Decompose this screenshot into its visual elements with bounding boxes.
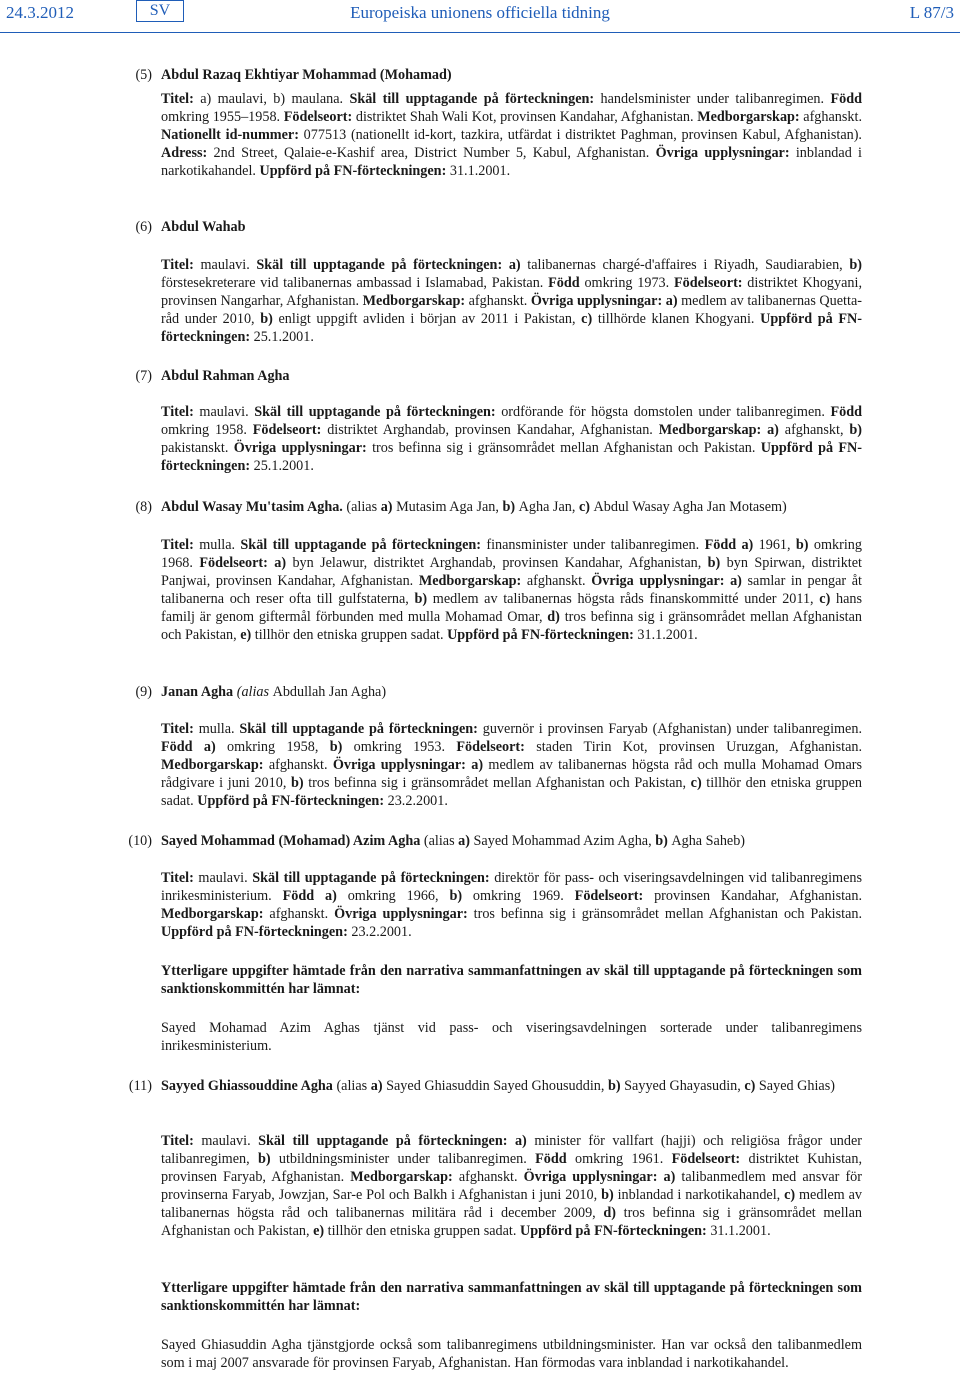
- text-run: Född a): [282, 888, 348, 904]
- text-run: alias: [241, 684, 273, 700]
- text-run: Titel:: [161, 537, 200, 553]
- text-run: Övriga upplysningar: a): [332, 757, 489, 773]
- text-run: omkring 1961.: [574, 1151, 672, 1167]
- text-run: a): [380, 499, 397, 515]
- text-run: Uppförd på FN-förteckningen:: [259, 163, 450, 179]
- text-run: c): [581, 311, 598, 327]
- text-run: tros befinna sig i gränsområdet mellan Afghanistan och Pakistan,: [161, 609, 863, 643]
- text-run: d): [603, 1205, 624, 1221]
- text-run: 31.1.2001.: [710, 1223, 771, 1239]
- text-run: Abdul Wasay Agha Jan Motasem): [593, 499, 787, 515]
- text-run: Skäl till upptagande på förteckningen:: [254, 404, 502, 420]
- entry-number: (6): [135, 219, 152, 235]
- entry-name: [161, 498, 862, 516]
- entry-number: (8): [135, 499, 152, 515]
- text-run: Född a): [704, 537, 759, 553]
- text-run: omkring 1966,: [347, 888, 450, 904]
- header-rule: [0, 32, 960, 33]
- text-run: b): [502, 499, 519, 515]
- journal-title: Europeiska unionens officiella tidning: [350, 3, 610, 22]
- text-run: Skäl till upptagande på förteckningen: a): [258, 1133, 535, 1149]
- summary-text: Sayed Ghiasuddin Agha tjänstgjorde också som talibanregimens utbildningsminister. Han var också den talibanmedlem som i maj 2007 ansvarade för provinsen Faryab, Afghanistan. Han förmodas vara inblandad i narkotikahandel.: [161, 1337, 862, 1371]
- text-run: e): [313, 1223, 328, 1239]
- text-run: staden Tirin Kot, provinsen Uruzgan, Afghanistan.: [536, 739, 863, 755]
- text-run: Abdullah Jan Agha): [272, 684, 387, 700]
- text-run: Medborgarskap:: [161, 906, 270, 922]
- entry-name: [161, 1077, 862, 1095]
- text-run: (alias: [336, 1078, 371, 1094]
- entry-body: [161, 869, 862, 941]
- text-run: Uppförd på FN-förteckningen:: [161, 311, 863, 345]
- text-run: tros befinna sig i gränsområdet mellan Afghanistan och Pakistan,: [161, 1205, 862, 1239]
- text-run: afghanskt.: [803, 109, 862, 125]
- text-run: byn Spirwan, distriktet Panjwai, provinsen Kandahar, Afghanistan.: [161, 555, 862, 589]
- text-run: inblandad i narkotikahandel.: [161, 145, 862, 179]
- text-run: maulavi.: [198, 870, 253, 886]
- text-run: finansminister under talibanregimen.: [486, 537, 705, 553]
- text-run: Titel:: [161, 404, 200, 420]
- text-run: 2nd Street, Qalaie-e-Kashif area, District Number 5, Kabul, Afghanistan.: [213, 145, 656, 161]
- text-run: Abdul Wasay Mu'tasim Agha.: [161, 499, 347, 515]
- text-run: Övriga upplysningar: a): [523, 1169, 682, 1185]
- text-run: Agha Saheb): [671, 833, 746, 849]
- text-run: afghanskt.: [468, 293, 531, 309]
- text-run: provinsen Kandahar, Afghanistan.: [654, 888, 862, 904]
- text-run: Övriga upplysningar:: [334, 906, 474, 922]
- text-run: Titel:: [161, 1133, 202, 1149]
- text-run: Janan Agha: [161, 684, 237, 700]
- text-run: 23.2.2001.: [351, 924, 412, 940]
- text-run: afghanskt,: [784, 422, 850, 438]
- text-run: Född: [830, 91, 862, 107]
- text-run: Uppförd på FN-förteckningen:: [447, 627, 638, 643]
- text-run: Mutasim Aga Jan,: [396, 499, 503, 515]
- text-run: afghanskt.: [268, 757, 333, 773]
- text-run: hans familj är genom giftermål förbunden med mulla Mohamad Omar,: [161, 591, 862, 625]
- text-run: Uppförd på FN-förteckningen:: [519, 1223, 711, 1239]
- text-run: maulavi.: [199, 404, 255, 420]
- entry-body: [161, 720, 862, 810]
- text-run: Födelseort:: [456, 739, 537, 755]
- text-run: tros befinna sig i gränsområdet mellan Afghanistan och Pakistan.: [372, 440, 761, 456]
- entry-number: (11): [128, 1078, 152, 1094]
- entry-body: [161, 536, 862, 644]
- text-run: medlem av talibanernas högsta råd och talibanernas militära råd i december 2009,: [161, 1187, 862, 1221]
- entry-name: Abdul Razaq Ekhtiyar Mohammad (Mohamad): [161, 67, 452, 83]
- text-run: Medborgarskap:: [161, 757, 269, 773]
- text-run: Skäl till upptagande på förteckningen: a): [256, 257, 528, 273]
- text-run: Sayed Ghias): [758, 1078, 835, 1094]
- text-run: Födelseort: a): [199, 555, 293, 571]
- text-run: omkring 1958.: [161, 422, 253, 438]
- entry-name: [161, 832, 862, 850]
- text-run: b): [260, 311, 279, 327]
- text-run: mulla.: [198, 721, 240, 737]
- text-run: tillhörde klanen Khogyani.: [597, 311, 761, 327]
- text-run: 1961,: [758, 537, 796, 553]
- text-run: Medborgarskap: a): [658, 422, 785, 438]
- text-run: Övriga upplysningar: a): [530, 293, 682, 309]
- text-run: handelsminister under talibanregimen.: [600, 91, 831, 107]
- text-run: b): [795, 537, 814, 553]
- text-run: Uppförd på FN-förteckningen:: [161, 924, 352, 940]
- text-run: a) maulavi, b) maulana.: [200, 91, 350, 107]
- text-run: 31.1.2001.: [449, 163, 511, 179]
- text-run: Övriga upplysningar:: [233, 440, 373, 456]
- text-run: Skäl till upptagande på förteckningen:: [240, 537, 487, 553]
- text-run: Födelseort:: [252, 422, 328, 438]
- text-run: Sayyed Ghiassouddine Agha: [161, 1078, 337, 1094]
- text-run: Titel:: [161, 91, 201, 107]
- text-run: Sayed Mohammad (Mohamad) Azim Agha: [161, 833, 424, 849]
- text-run: distriktet Arghandab, provinsen Kandahar, Afghanistan.: [327, 422, 659, 438]
- text-run: talibanernas chargé-d'affaires i Riyadh, Saudiarabien,: [527, 257, 850, 273]
- summary-heading: Ytterligare uppgifter hämtade från den narrativa sammanfattningen av skäl till upptagande på förteckningen som sanktionskommittén har lämnat:: [161, 1280, 862, 1314]
- text-run: medlem av talibanernas högsta råd och mulla Mohamad Omars rådgivare i juni 2010,: [161, 757, 863, 791]
- text-run: omkring 1953.: [353, 739, 457, 755]
- entry-body: [161, 90, 862, 180]
- text-run: d): [547, 609, 565, 625]
- text-run: Agha Jan,: [518, 499, 579, 515]
- text-run: b): [449, 888, 473, 904]
- entry-body: [161, 256, 862, 346]
- text-run: omkring 1969.: [472, 888, 575, 904]
- text-run: tillhör den etniska gruppen sadat.: [254, 627, 448, 643]
- text-run: Född a): [161, 739, 228, 755]
- text-run: ordförande för högsta domstolen under talibanregimen.: [501, 404, 831, 420]
- text-run: Född: [830, 404, 862, 420]
- text-run: maulavi.: [201, 1133, 259, 1149]
- text-run: (: [236, 684, 242, 700]
- text-run: c): [578, 499, 594, 515]
- text-run: utbildningsminister under talibanregimen.: [278, 1151, 536, 1167]
- text-run: a): [370, 1078, 387, 1094]
- text-run: afghanskt.: [526, 573, 592, 589]
- entry-number: (5): [135, 67, 152, 83]
- entry-name: Abdul Rahman Agha: [161, 368, 290, 384]
- text-run: Nationellt id-nummer:: [161, 127, 304, 143]
- text-run: Uppförd på FN-förteckningen:: [161, 440, 863, 474]
- text-run: Medborgarskap:: [350, 1169, 459, 1185]
- text-run: Skäl till upptagande på förteckningen:: [252, 870, 495, 886]
- text-run: mulla.: [199, 537, 241, 553]
- text-run: (alias: [346, 499, 381, 515]
- text-run: omkring 1958,: [227, 739, 330, 755]
- text-run: b): [707, 555, 727, 571]
- text-run: c): [744, 1078, 759, 1094]
- text-run: b): [655, 833, 672, 849]
- text-run: guvernör i provinsen Faryab (Afghanistan) under talibanregimen.: [482, 721, 862, 737]
- text-run: 25.1.2001.: [253, 458, 314, 474]
- text-run: Uppförd på FN-förteckningen:: [197, 793, 388, 809]
- text-run: byn Jelawur, distriktet Arghandab, provinsen Kandahar, Afghanistan,: [292, 555, 708, 571]
- text-run: b): [257, 1151, 279, 1167]
- text-run: distriktet Kuhistan, provinsen Faryab, Afghanistan.: [161, 1151, 862, 1185]
- text-run: enligt uppgift avliden i början av 2011 i Pakistan,: [278, 311, 582, 327]
- text-run: Sayed Mohammad Azim Agha,: [473, 833, 656, 849]
- text-run: talibanmedlem med ansvar för provinserna Faryab, Jowzjan, Sar-e Pol och Balkh i Afghanistan i juni 2010,: [161, 1169, 862, 1203]
- text-run: afghanskt.: [458, 1169, 524, 1185]
- text-run: omkring 1973.: [584, 275, 674, 291]
- page-number: L 87/3: [909, 3, 954, 22]
- text-run: c): [819, 591, 836, 607]
- text-run: Skäl till upptagande på förteckningen:: [349, 91, 601, 107]
- text-run: Sayed Ghiasuddin Sayed Ghousuddin,: [386, 1078, 608, 1094]
- text-run: b): [414, 591, 433, 607]
- entry-body: [161, 403, 862, 475]
- text-run: afghanskt.: [269, 906, 335, 922]
- text-run: Övriga upplysningar:: [655, 145, 796, 161]
- entry-name: [161, 683, 862, 701]
- text-run: pakistanskt.: [161, 440, 234, 456]
- text-run: distriktet Shah Wali Kot, provinsen Kandahar, Afghanistan.: [355, 109, 698, 125]
- text-run: 25.1.2001.: [253, 329, 314, 345]
- header-date: 24.3.2012: [6, 3, 74, 22]
- entry-number: (9): [135, 684, 152, 700]
- text-run: maulavi.: [200, 257, 257, 273]
- text-run: direktör för pass- och viseringsavdelningen vid talibanregimens inrikesministerium.: [161, 870, 862, 904]
- journal-header: [0, 0, 960, 42]
- text-run: medlem av talibanernas Quetta-råd under 2010,: [161, 293, 862, 327]
- text-run: tros befinna sig i gränsområdet mellan Afghanistan och Pakistan.: [473, 906, 863, 922]
- text-run: c): [690, 775, 707, 791]
- text-run: Medborgarskap:: [697, 109, 804, 125]
- entry-name: Abdul Wahab: [161, 219, 246, 235]
- entry-number: (7): [135, 368, 152, 384]
- text-run: medlem av talibanernas högsta råds finanskommitté under 2011,: [432, 591, 820, 607]
- text-run: b): [601, 1187, 618, 1203]
- text-run: omkring 1968.: [161, 537, 862, 571]
- text-run: b): [607, 1078, 625, 1094]
- text-run: Övriga upplysningar: a): [591, 573, 748, 589]
- entry-body: [161, 1132, 862, 1240]
- summary-heading: Ytterligare uppgifter hämtade från den narrativa sammanfattningen av skäl till upptagande på förteckningen som sanktionskommittén har lämnat:: [161, 963, 862, 997]
- text-run: 077513 (nationellt id-kort, tazkira, utfärdat i distriktet Paghman, provinsen Kabul, Afghanistan).: [303, 127, 862, 143]
- text-run: förstesekreterare vid talibanernas ambassad i Islamabad, Pakistan.: [161, 275, 549, 291]
- text-run: distriktet Khogyani, provinsen Nangarhar, Afghanistan.: [161, 275, 862, 309]
- text-run: tillhör den etniska gruppen sadat.: [327, 1223, 520, 1239]
- text-run: Sayyed Ghayasudin,: [624, 1078, 745, 1094]
- text-run: b): [290, 775, 309, 791]
- text-run: e): [240, 627, 255, 643]
- language-badge: SV: [136, 0, 184, 22]
- text-run: omkring 1955–1958.: [161, 109, 284, 125]
- text-run: Medborgarskap:: [362, 293, 469, 309]
- text-run: Född: [548, 275, 585, 291]
- text-run: Medborgarskap:: [418, 573, 527, 589]
- text-run: Adress:: [161, 145, 214, 161]
- text-run: Titel:: [161, 257, 201, 273]
- text-run: inblandad i narkotikahandel,: [617, 1187, 785, 1203]
- text-run: Födelseort:: [673, 275, 748, 291]
- text-run: Titel:: [161, 870, 199, 886]
- text-run: c): [784, 1187, 800, 1203]
- text-run: b): [849, 257, 862, 273]
- text-run: samlar in pengar åt talibanerna och reser ofta till gulfstaterna,: [161, 573, 862, 607]
- text-run: 31.1.2001.: [637, 627, 698, 643]
- text-run: Skäl till upptagande på förteckningen:: [239, 721, 483, 737]
- text-run: tros befinna sig i gränsområdet mellan Afghanistan och Pakistan,: [308, 775, 691, 791]
- text-run: Titel:: [161, 721, 199, 737]
- text-run: (alias: [423, 833, 459, 849]
- summary-text: Sayed Mohamad Azim Aghas tjänst vid pass- och viseringsavdelningen sorterade under talibanregimens inrikesministerium.: [161, 1020, 862, 1054]
- text-run: Födelseort:: [671, 1151, 749, 1167]
- text-run: b): [849, 422, 862, 438]
- text-run: Födelseort:: [574, 888, 655, 904]
- text-run: b): [329, 739, 354, 755]
- text-run: Född: [535, 1151, 575, 1167]
- text-run: Födelseort:: [283, 109, 356, 125]
- text-run: a): [458, 833, 474, 849]
- text-run: tillhör den etniska gruppen sadat.: [161, 775, 863, 809]
- entry-number: (10): [128, 833, 152, 849]
- text-run: 23.2.2001.: [387, 793, 448, 809]
- text-run: minister för vallfart (hajji) och religiösa frågor under talibanregimen,: [161, 1133, 863, 1167]
